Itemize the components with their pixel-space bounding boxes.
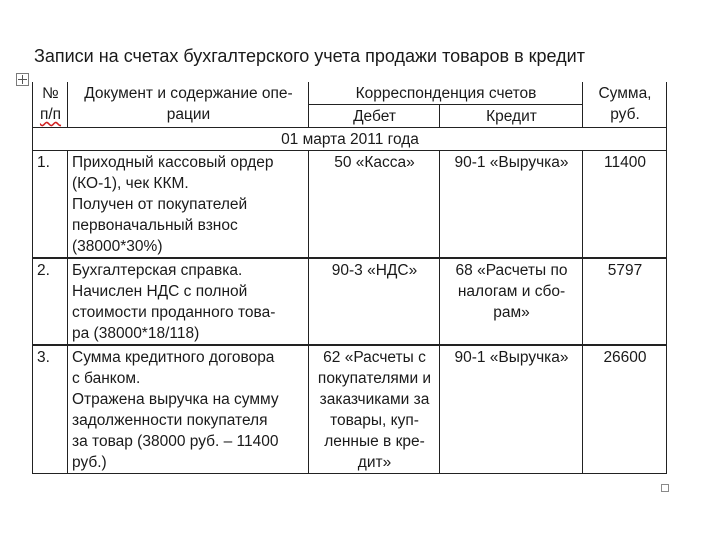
doc-line: стоимости проданного това- bbox=[72, 304, 276, 321]
row-num: 2. bbox=[33, 258, 68, 345]
debit-line: товары, куп- bbox=[330, 412, 419, 429]
row-debit bbox=[309, 151, 440, 259]
row-doc bbox=[68, 345, 309, 474]
header-row bbox=[33, 82, 667, 105]
header-doc-cell bbox=[68, 82, 309, 128]
doc-line: (КО-1), чек ККМ. bbox=[72, 175, 189, 192]
header-debit-cell: Дебет bbox=[309, 105, 440, 128]
row-debit bbox=[309, 345, 440, 474]
row-num: 3. bbox=[33, 345, 68, 474]
doc-line: Получен от покупателей bbox=[72, 196, 248, 213]
credit-line: рам» bbox=[493, 304, 530, 321]
debit-line: 90-3 «НДС» bbox=[331, 262, 418, 279]
header-sum-cell bbox=[583, 82, 667, 128]
header-num-line2: п/п bbox=[39, 106, 62, 123]
table-resize-handle-icon[interactable] bbox=[661, 484, 669, 492]
row-doc bbox=[68, 151, 309, 259]
doc-line: (38000*30%) bbox=[72, 238, 163, 255]
header-num-line1: № bbox=[42, 85, 59, 102]
row-credit bbox=[440, 345, 583, 474]
row-credit bbox=[440, 258, 583, 345]
doc-line: Начислен НДС с полной bbox=[72, 283, 248, 300]
debit-line: заказчиками за bbox=[319, 391, 430, 408]
debit-line: 62 «Расчеты с bbox=[323, 349, 426, 366]
debit-line: дит» bbox=[357, 454, 392, 471]
doc-line: руб.) bbox=[72, 454, 107, 471]
doc-line: ра (38000*18/118) bbox=[72, 325, 200, 342]
debit-line: 50 «Касса» bbox=[334, 154, 415, 171]
header-corr-cell: Корреспонденция счетов bbox=[309, 82, 583, 105]
header-doc-line1: Документ и содержание опе- bbox=[84, 85, 293, 102]
row-sum: 11400 bbox=[583, 151, 667, 259]
header-credit-cell: Кредит bbox=[440, 105, 583, 128]
doc-line: Бухгалтерская справка. bbox=[72, 262, 243, 279]
row-sum: 26600 bbox=[583, 345, 667, 474]
credit-line: налогам и сбо- bbox=[457, 283, 566, 300]
header-sum-line2: руб. bbox=[610, 106, 640, 123]
document-title: Записи на счетах бухгалтерского учета продажи товаров в кредит bbox=[34, 46, 585, 66]
doc-line: первоначальный взнос bbox=[72, 217, 238, 234]
credit-line: 90-1 «Выручка» bbox=[454, 349, 569, 366]
debit-line: покупателями и bbox=[317, 370, 432, 387]
doc-line: Отражена выручка на сумму bbox=[72, 391, 279, 408]
doc-line: Приходный кассовый ордер bbox=[72, 154, 274, 171]
row-debit bbox=[309, 258, 440, 345]
header-num-cell bbox=[33, 82, 68, 128]
doc-line: Сумма кредитного договора bbox=[72, 349, 275, 366]
doc-line: за товар (38000 руб. – 11400 bbox=[72, 433, 279, 450]
row-doc bbox=[68, 258, 309, 345]
table-row bbox=[33, 345, 667, 474]
row-num: 1. bbox=[33, 151, 68, 259]
doc-line: задолженности покупателя bbox=[72, 412, 268, 429]
table-row bbox=[33, 258, 667, 345]
doc-line: с банком. bbox=[72, 370, 141, 387]
table-move-handle-icon[interactable] bbox=[16, 73, 29, 86]
header-sum-line1: Сумма, bbox=[598, 85, 652, 102]
accounting-entries-table bbox=[32, 82, 667, 474]
table-row bbox=[33, 151, 667, 259]
row-credit bbox=[440, 151, 583, 259]
date-cell: 01 марта 2011 года bbox=[33, 128, 667, 151]
row-sum: 5797 bbox=[583, 258, 667, 345]
header-doc-line2: рации bbox=[166, 106, 211, 123]
credit-line: 90-1 «Выручка» bbox=[454, 154, 569, 171]
debit-line: ленные в кре- bbox=[324, 433, 425, 450]
credit-line: 68 «Расчеты по bbox=[455, 262, 568, 279]
date-row bbox=[33, 128, 667, 151]
